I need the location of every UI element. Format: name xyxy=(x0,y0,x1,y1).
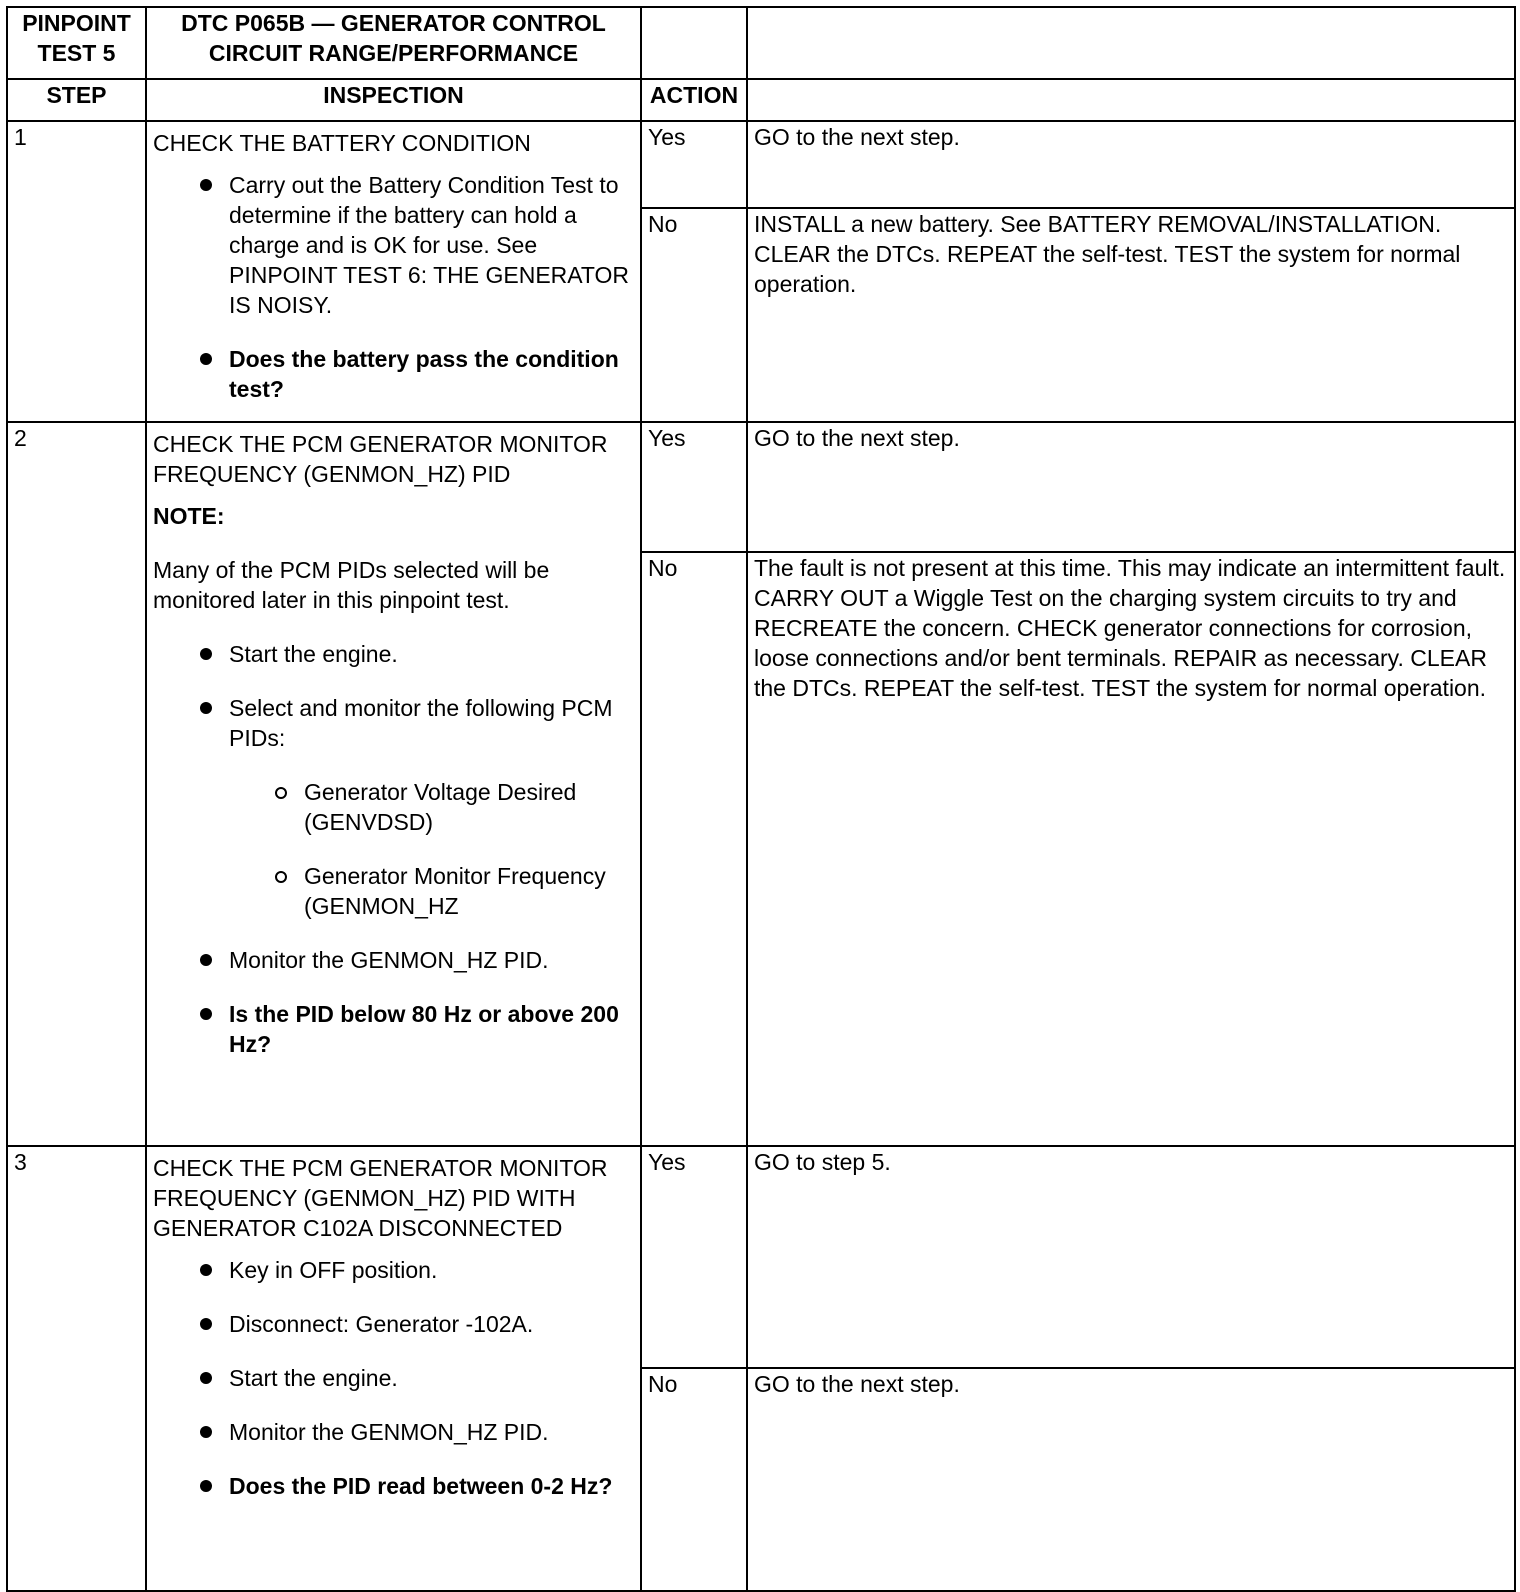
header-row xyxy=(7,7,1515,79)
yes-action: GO to the next step. xyxy=(747,422,1515,552)
bullet-item: Start the engine. xyxy=(153,1363,634,1393)
sub-bullet-list xyxy=(229,777,634,921)
header-empty-action xyxy=(641,7,747,79)
step-number: 1 xyxy=(7,121,146,422)
step-heading: CHECK THE BATTERY CONDITION xyxy=(153,130,531,156)
bullet-text: Select and monitor the following PCM PIDs: xyxy=(229,695,613,751)
col-action: ACTION xyxy=(641,79,747,121)
header-empty-result xyxy=(747,7,1515,79)
pinpoint-label: PINPOINT TEST 5 xyxy=(7,7,146,79)
step-number: 3 xyxy=(7,1146,146,1591)
no-action: INSTALL a new battery. See BATTERY REMOVAL/INSTALLATION. CLEAR the DTCs. REPEAT the self-test. TEST the system for normal operation. xyxy=(747,208,1515,422)
bullet-item: Key in OFF position. xyxy=(153,1255,634,1285)
step-heading: CHECK THE PCM GENERATOR MONITOR FREQUENCY (GENMON_HZ) PID WITH GENERATOR C102A DISCONNECTED xyxy=(153,1155,608,1241)
step-1-yes-row xyxy=(7,121,1515,208)
bullet-question: Does the PID read between 0-2 Hz? xyxy=(153,1471,634,1501)
column-header-row xyxy=(7,79,1515,121)
step-heading: CHECK THE PCM GENERATOR MONITOR FREQUENCY (GENMON_HZ) PID xyxy=(153,431,608,487)
bullet-item: Monitor the GENMON_HZ PID. xyxy=(153,1417,634,1447)
col-inspection: INSPECTION xyxy=(146,79,641,121)
yes-label: Yes xyxy=(641,121,747,208)
note-label: NOTE: xyxy=(153,503,225,529)
step-inspection xyxy=(146,121,641,422)
step-number: 2 xyxy=(7,422,146,1146)
bullet-item: Monitor the GENMON_HZ PID. xyxy=(153,945,634,975)
yes-action: GO to step 5. xyxy=(747,1146,1515,1368)
bullet-list xyxy=(153,170,634,404)
bullet-question: Is the PID below 80 Hz or above 200 Hz? xyxy=(153,999,634,1059)
note-text: Many of the PCM PIDs selected will be monitored later in this pinpoint test. xyxy=(153,557,550,613)
yes-label: Yes xyxy=(641,422,747,552)
yes-label: Yes xyxy=(641,1146,747,1368)
sub-bullet-item: Generator Monitor Frequency (GENMON_HZ xyxy=(229,861,634,921)
bullet-question: Does the battery pass the condition test? xyxy=(153,344,634,404)
step-3-yes-row xyxy=(7,1146,1515,1368)
col-step: STEP xyxy=(7,79,146,121)
bullet-list xyxy=(153,639,634,1059)
no-label: No xyxy=(641,552,747,1146)
step-inspection xyxy=(146,1146,641,1591)
pinpoint-test-table xyxy=(6,6,1516,1592)
test-title: DTC P065B — GENERATOR CONTROL CIRCUIT RANGE/PERFORMANCE xyxy=(146,7,641,79)
bullet-item: Carry out the Battery Condition Test to determine if the battery can hold a charge and is OK for use. See PINPOINT TEST 6: THE GENERATOR IS NOISY. xyxy=(153,170,634,320)
sub-bullet-item: Generator Voltage Desired (GENVDSD) xyxy=(229,777,634,837)
yes-action: GO to the next step. xyxy=(747,121,1515,208)
no-action: GO to the next step. xyxy=(747,1368,1515,1591)
bullet-list xyxy=(153,1255,634,1501)
no-label: No xyxy=(641,208,747,422)
bullet-item: Disconnect: Generator -102A. xyxy=(153,1309,634,1339)
no-action: The fault is not present at this time. This may indicate an intermittent fault. CARRY OUT a Wiggle Test on the charging system circuits to try and RECREATE the concern. CHECK generator connections for corrosion, loose connections and/or bent terminals. REPAIR as necessary. CLEAR the DTCs. REPEAT the self-test. TEST the system for normal operation. xyxy=(747,552,1515,1146)
step-inspection xyxy=(146,422,641,1146)
col-empty xyxy=(747,79,1515,121)
bullet-item: Start the engine. xyxy=(153,639,634,669)
no-label: No xyxy=(641,1368,747,1591)
bullet-item xyxy=(153,693,634,921)
step-2-yes-row xyxy=(7,422,1515,552)
